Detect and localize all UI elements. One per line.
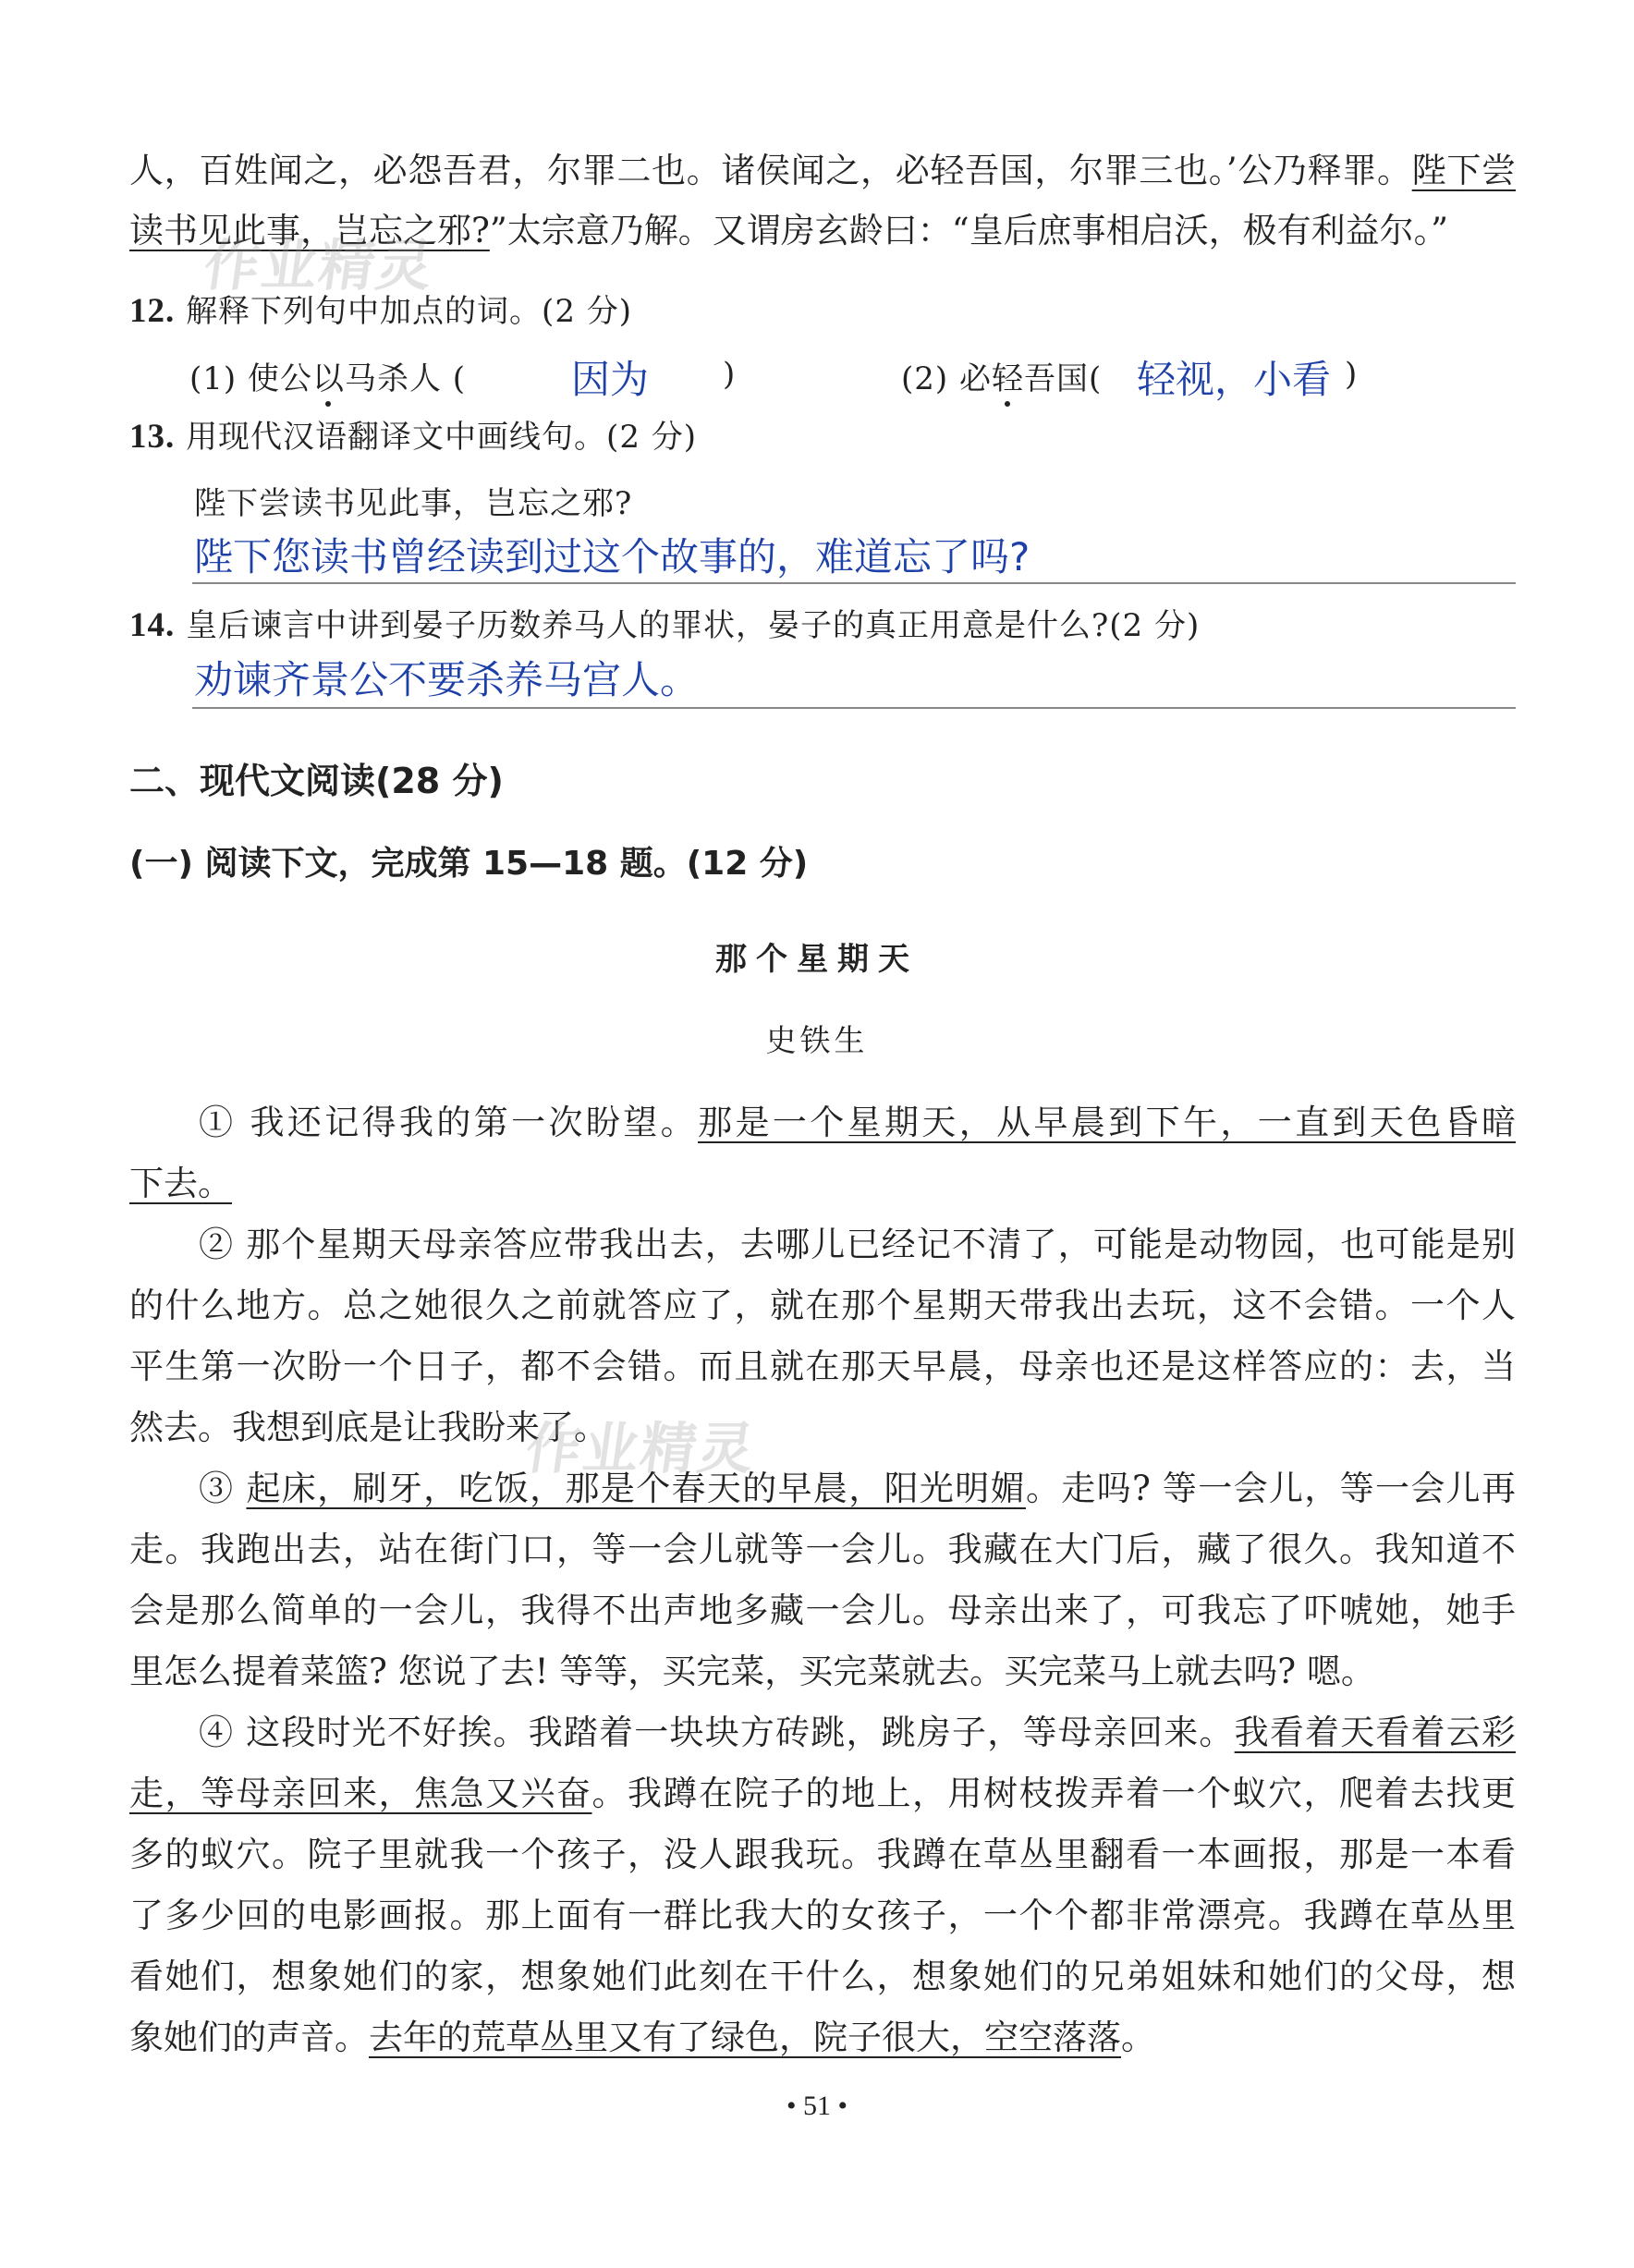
underlined-sentence: 下去。 [129, 1164, 232, 1203]
underlined-sentence: 读书见此事，岂忘之邪? [129, 211, 490, 250]
part-heading: (一) 阅读下文，完成第 15—18 题。(12 分) [129, 845, 809, 883]
q12-part-2-prefix: (2) 必 [901, 360, 992, 397]
q12-close-2: ) [1345, 356, 1359, 393]
paragraph-4-line-2 [129, 1771, 1516, 1817]
q12-part-1-suffix: 马杀人 ( [344, 360, 467, 397]
underlined-sentence: 陛下尝 [1411, 151, 1516, 190]
classical-text-line-1 [129, 148, 1516, 194]
q12-part-1 [189, 356, 1576, 402]
underlined-sentence: 我看着天看着云彩 [1234, 1713, 1516, 1752]
classical-text: 人，百姓闻之，必怨吾君，尔罪二也。诸侯闻之，必轻吾国，尔罪三也。’公乃释罪。 [129, 151, 1412, 190]
watermark: 作业精灵 [200, 234, 439, 299]
paragraph-3-line-1 [199, 1466, 1516, 1512]
underlined-sentence: 走，等母亲回来，焦急又兴奋 [129, 1774, 592, 1813]
q14-answer: 劝谏齐景公不要杀养马宫人。 [194, 657, 700, 702]
dotted-word: 以 [311, 360, 345, 397]
paragraph-2-line-1: ② 那个星期天母亲答应带我出去，去哪儿已经记不清了，可能是动物园，也可能是别 [199, 1225, 1516, 1264]
answer-line [192, 707, 1516, 709]
page-number: • 51 • [786, 2091, 847, 2121]
paragraph-text: ④ 这段时光不好挨。我踏着一块块方砖跳，跳房子，等母亲回来。 [199, 1713, 1235, 1752]
question-number: 12. [129, 292, 176, 330]
paragraph-3-line-3: 会是那么简单的一会儿，我得不出声地多藏一会儿。母亲出来了，可我忘了吓唬她，她手 [129, 1591, 1516, 1630]
paragraph-4-line-6 [129, 2015, 1516, 2061]
paragraph-text: 象她们的声音。 [129, 2018, 369, 2057]
q12-close-1: ) [723, 356, 737, 393]
paragraph-text: 。走吗? 等一会儿，等一会儿再 [1025, 1469, 1517, 1508]
paragraph-text: ① 我还记得我的第一次盼望。 [199, 1103, 699, 1142]
paragraph-1-line-2 [129, 1161, 1516, 1207]
paragraph-text: ③ [199, 1469, 247, 1508]
question-14 [129, 603, 1516, 649]
question-number: 14. [129, 606, 176, 644]
paragraph-4-line-1 [199, 1710, 1516, 1756]
paragraph-2-line-2: 的什么地方。总之她很久之前就答应了，就在那个星期天带我出去玩，这不会错。一个人 [129, 1286, 1516, 1325]
q13-answer: 陛下您读书曾经读到过这个故事的，难道忘了吗? [194, 534, 1030, 579]
watermark: 作业精灵 [521, 1417, 761, 1482]
q12-part-2-suffix: 吾国( [1023, 360, 1103, 397]
question-13 [129, 414, 1516, 460]
paragraph-2-line-4: 然去。我想到底是让我盼来了。 [129, 1408, 608, 1447]
paragraph-3-line-2: 走。我跑出去，站在街门口，等一会儿就等一会儿。我藏在大门后，藏了很久。我知道不 [129, 1530, 1516, 1569]
q12-part-1-prefix: (1) 使公 [189, 360, 312, 397]
section-heading: 二、现代文阅读(28 分) [129, 761, 504, 801]
paragraph-text: 。 [1121, 2018, 1155, 2057]
article-author: 史铁生 [765, 1022, 869, 1058]
paragraph-2-line-3: 平生第一次盼一个日子，都不会错。而且就在那天早晨，母亲也还是这样答应的：去，当 [129, 1347, 1516, 1386]
q12-answer-2: 轻视，小看 [1137, 357, 1332, 402]
article-title: 那个星期天 [715, 941, 919, 978]
underlined-sentence: 起床，刷牙，吃饭，那是个春天的早晨，阳光明媚 [246, 1469, 1026, 1508]
question-number: 13. [129, 418, 176, 456]
question-text: 用现代汉语翻译文中画线句。(2 分) [186, 419, 698, 456]
dotted-word: 轻 [991, 360, 1024, 397]
question-text: 皇后谏言中讲到晏子历数养马人的罪状，晏子的真正用意是什么?(2 分) [186, 607, 1201, 644]
paragraph-4-line-5: 看她们，想象她们的家，想象她们此刻在干什么，想象她们的兄弟姐妹和她们的父母，想 [129, 1957, 1516, 1996]
q12-answer-1: 因为 [571, 357, 650, 402]
question-12 [129, 288, 1516, 335]
question-text: 解释下列句中加点的词。(2 分) [186, 293, 633, 330]
q13-sentence: 陛下尝读书见此事，岂忘之邪? [194, 485, 633, 522]
underlined-sentence: 那是一个星期天，从早晨到下午，一直到天色昏暗 [698, 1103, 1517, 1142]
underlined-sentence: 去年的荒草丛里又有了绿色，院子很大，空空落落 [369, 2018, 1121, 2057]
q12-part-2 [901, 356, 1102, 402]
paragraph-4-line-4: 了多少回的电影画报。那上面有一群比我大的女孩子，一个个都非常漂亮。我蹲在草丛里 [129, 1896, 1516, 1935]
classical-text: ”太宗意乃解。又谓房玄龄曰：“皇后庶事相启沃，极有利益尔。” [489, 211, 1449, 250]
paragraph-1-line-1 [199, 1100, 1516, 1146]
paragraph-text: 。我蹲在院子的地上，用树枝拨弄着一个蚁穴，爬着去找更 [591, 1774, 1516, 1813]
answer-line [192, 582, 1516, 584]
paragraph-4-line-3: 多的蚁穴。院子里就我一个孩子，没人跟我玩。我蹲在草丛里翻看一本画报，那是一本看 [129, 1835, 1516, 1874]
paragraph-3-line-4: 里怎么提着菜篮? 您说了去! 等等，买完菜，买完菜就去。买完菜马上就去吗? 嗯。 [129, 1652, 1375, 1691]
